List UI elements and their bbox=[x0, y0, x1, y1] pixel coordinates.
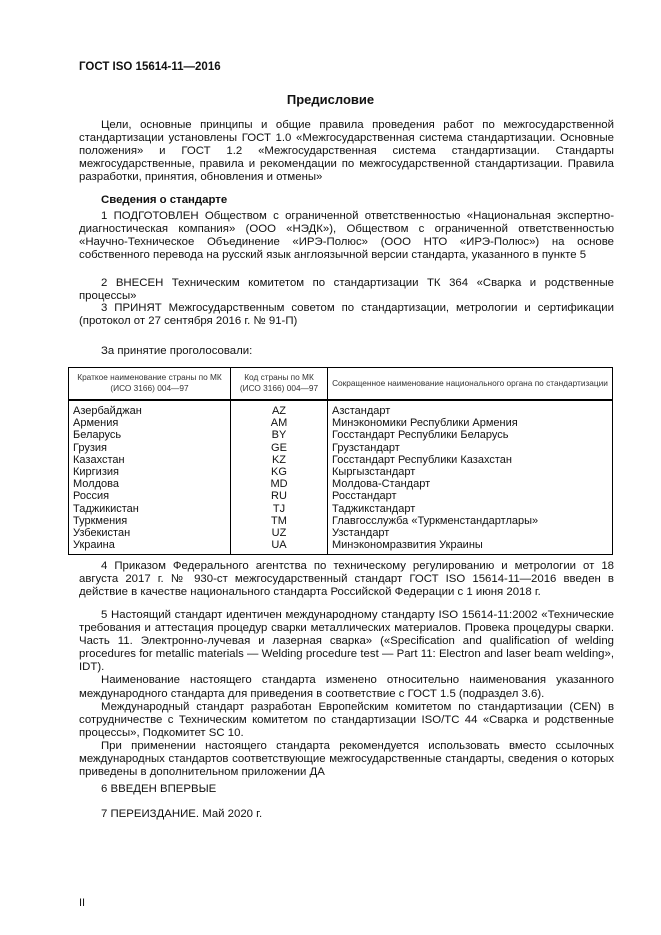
intro-paragraph: Цели, основные принципы и общие правила проведения работ по межгосударственной стандартизации установлены ГОСТ 1.0 «Межгосударственная система стандартизации. Основные положения» и ГОСТ 1.2 «Межгосударственная система стандартизации. Стандарты межгосударственные, правила и рекомендации по межгосударственной стандартизации. Правила разработки, принятия, обновления и отмены» bbox=[79, 119, 614, 184]
cell-body: Госстандарт Республики Беларусь bbox=[328, 429, 613, 441]
cell-country: Таджикистан bbox=[69, 503, 231, 515]
cell-country: Грузия bbox=[69, 442, 231, 454]
cell-body: Главгосслужба «Туркменстандартлары» bbox=[328, 515, 613, 527]
cell-code: AZ bbox=[231, 400, 328, 417]
document-header: ГОСТ ISO 15614-11—2016 bbox=[79, 61, 221, 73]
item-5-usage-note: При применении настоящего стандарта рекомендуется использовать вместо ссылочных международных стандартов соответствующие межгосударственные стандарты, сведения о которых приведены в дополнительном приложении ДА bbox=[79, 739, 614, 779]
cell-code: GE bbox=[231, 442, 328, 454]
cell-country: Украина bbox=[69, 539, 231, 555]
item-2: 2 ВНЕСЕН Техническим комитетом по стандартизации ТК 364 «Сварка и родственные процессы» bbox=[79, 277, 614, 303]
table-row bbox=[69, 417, 613, 429]
cell-code: AM bbox=[231, 417, 328, 429]
voted-label: За принятие проголосовали: bbox=[101, 345, 253, 357]
cell-code: UZ bbox=[231, 527, 328, 539]
table-row bbox=[69, 515, 613, 527]
cell-body: Кыргызстандарт bbox=[328, 466, 613, 478]
cell-country: Молдова bbox=[69, 478, 231, 490]
cell-country: Россия bbox=[69, 490, 231, 502]
cell-country: Армения bbox=[69, 417, 231, 429]
item-4: 4 Приказом Федерального агентства по техническому регулированию и метрологии от 18 августа 2017 г. № 930-ст межгосударственный стандарт ГОСТ ISO 15614-11—2016 введен в действие в качестве национального стандарта Российской Федерации с 1 июня 2018 г. bbox=[79, 560, 614, 599]
col-header-code: Код страны по МК (ИСО 3166) 004—97 bbox=[231, 368, 328, 401]
section-title: Сведения о стандарте bbox=[101, 194, 228, 206]
table-row bbox=[69, 400, 613, 417]
cell-country: Беларусь bbox=[69, 429, 231, 441]
cell-code: TM bbox=[231, 515, 328, 527]
item-5: 5 Настоящий стандарт идентичен международному стандарту ISO 15614-11:2002 «Технические требования и аттестация процедур сварки металлических материалов. Провека процедуры сварки. Часть 11. Электронно-лучевая и лазерная сварка» («Specification and qualification of welding procedures for metallic materials — Welding procedure test — Part 11: Electron and laser beam welding», IDT). bbox=[79, 609, 614, 674]
item-1: 1 ПОДГОТОВЛЕН Обществом с ограниченной ответственностью «Национальная экспертно-диагностическая компания» (ООО «НЭДК»), Обществом с ограниченной ответственностью «Научно-Техническое Объединение «ИРЭ-Полюс» (ООО НТО «ИРЭ-Полюс») на основе собственного перевода на русский язык англоязычной версии стандарта, указанного в пункте 5 bbox=[79, 210, 614, 262]
cell-code: MD bbox=[231, 478, 328, 490]
cell-body: Минэкономразвития Украины bbox=[328, 539, 613, 555]
item-5-cen-note: Международный стандарт разработан Европейским комитетом по стандартизации (CEN) в сотрудничестве с Техническим комитетом по стандартизации ISO/TC 44 «Сварка и родственные процессы», Подкомитет SC 10. bbox=[79, 700, 614, 739]
cell-body: Молдова-Стандарт bbox=[328, 478, 613, 490]
cell-country: Казахстан bbox=[69, 454, 231, 466]
table-row bbox=[69, 539, 613, 555]
table-row bbox=[69, 490, 613, 502]
col-header-country: Краткое наименование страны по МК (ИСО 3166) 004—97 bbox=[69, 368, 231, 401]
cell-body: Таджикстандарт bbox=[328, 503, 613, 515]
item-5-name-note: Наименование настоящего стандарта изменено относительно наименования указанного международного стандарта для приведения в соответствие с ГОСТ 1.5 (подраздел 3.6). bbox=[79, 674, 614, 700]
cell-code: KG bbox=[231, 466, 328, 478]
voting-table bbox=[68, 367, 613, 555]
cell-code: RU bbox=[231, 490, 328, 502]
cell-code: UA bbox=[231, 539, 328, 555]
cell-body: Росстандарт bbox=[328, 490, 613, 502]
cell-body: Узстандарт bbox=[328, 527, 613, 539]
item-6: 6 ВВЕДЕН ВПЕРВЫЕ bbox=[101, 783, 217, 795]
cell-country: Азербайджан bbox=[69, 400, 231, 417]
item-3: 3 ПРИНЯТ Межгосударственным советом по стандартизации, метрологии и сертификации (протокол от 27 сентября 2016 г. № 91-П) bbox=[79, 302, 614, 328]
col-header-body: Сокращенное наименование национального органа по стандартизации bbox=[328, 368, 613, 401]
cell-country: Туркмения bbox=[69, 515, 231, 527]
cell-body: Госстандарт Республики Казахстан bbox=[328, 454, 613, 466]
table-row bbox=[69, 466, 613, 478]
cell-country: Киргизия bbox=[69, 466, 231, 478]
cell-code: TJ bbox=[231, 503, 328, 515]
cell-country: Узбекистан bbox=[69, 527, 231, 539]
table-row bbox=[69, 454, 613, 466]
table-row bbox=[69, 503, 613, 515]
item-7: 7 ПЕРЕИЗДАНИЕ. Май 2020 г. bbox=[101, 808, 263, 820]
cell-code: BY bbox=[231, 429, 328, 441]
page-number: II bbox=[79, 897, 86, 909]
table-row bbox=[69, 442, 613, 454]
cell-body: Грузстандарт bbox=[328, 442, 613, 454]
cell-body: Минэкономики Республики Армения bbox=[328, 417, 613, 429]
table-row bbox=[69, 478, 613, 490]
table-row bbox=[69, 527, 613, 539]
table-row bbox=[69, 429, 613, 441]
page-title: Предисловие bbox=[286, 92, 375, 107]
cell-body: Азстандарт bbox=[328, 400, 613, 417]
cell-code: KZ bbox=[231, 454, 328, 466]
